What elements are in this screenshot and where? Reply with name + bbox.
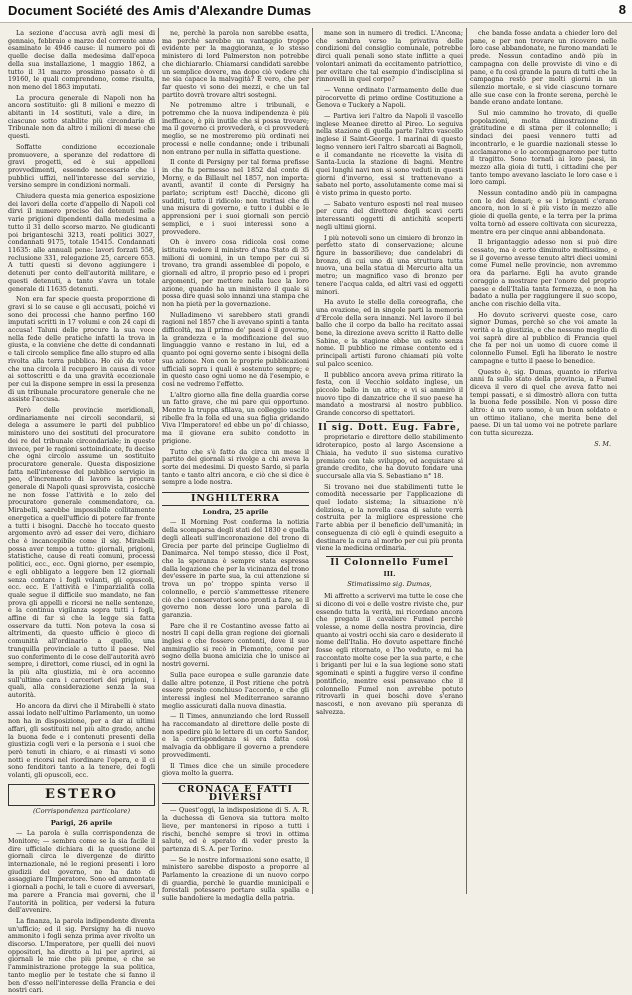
- column-1: [8, 29, 155, 995]
- article-paragraph: — Sabato venturo esposti nel real museo per cura del direttore degli scavi certi interessanti oggetti di antichità scoperti negli ultimi giorni.: [316, 199, 463, 231]
- article-paragraph: La finanza, la parola indipendente diventa un'ufficio; ed il sig. Persigny ha di nuovo ammonito i fogli senza prima aver rivolto un discorso. L'Imperatore, per quelli dei nuovi oppositori, ha diretto a lui per aprirci, ai giornali le mie che più preme, e che se l'amministrazione protegge la sua politica, tanto meglio per le testate che si fanno il ben d'esso nell'interesse della Francia e dei nostri cari.: [8, 916, 155, 995]
- article-paragraph: Il pubblico ancora aveva prima ritirato la festa, con il Vecchio soldato inglese, un piccolo ballo in un atto; e vi si ammirò il nuovo tipo di danzatrice che il suo paese ha mandato a mostrarsi al nostro pubblico. Grande concorso di spettatori.: [316, 370, 463, 418]
- article-paragraph: — Partiva ieri l'altro da Napoli il vascello inglese Meanee diretto al Pireo. Lo seguiva nella stazione di quella parte l'altro vascello inglese il Saint-George. I marinai di questo legno vennero ieri l'altro sbarcati ai Bagnoli, e il comandante ne ricevette la visita di Santa-Lucia la stazione di bagni. Mentre quei lunghi navi non si sono veduti in questi giorni d'inverno, essi si trattenevano a sabato nel porto, assolutamente come mai si è visto prima in questo porto.: [316, 112, 463, 198]
- header-bar: [0, 0, 632, 23]
- article-paragraph: mane son in numero di tredici. L'Ancona; che sembra verso la privativa delle condizioni del consiglio comunale, potrebbe dirci quali penali sono state inflitte a quei volontari animati da eccitamento patriottico, per evitare che tal esempio d'indisciplina si rinnovelli in quel corpo?: [316, 29, 463, 84]
- article-paragraph: Oh è invero cosa ridicola così come istituita vedere il ministro d'una Stato di 35 milioni di uomini, in un tempo per cui si trovano, tra grandi assemblee di popolo, e giornali ed altro, il proprio peso ed i propri argomenti, per mettere nella luce la loro azione, quando ha un ministero il quale si possa dire quasi solo innanzi una stampa che non ha pietà per la governazione.: [162, 238, 309, 308]
- notice-paragraph: Si trovano nei due stabilimenti tutte le comodità necessarie per l'applicazione di quel lodato sistema; la situazione n'è deliziosa, e la novella casa di salute verrà costruita per la migliore espressione che l'arte abbia per il beneficio dell'umanità; in conseguenza di ciò egli è quindi eseguito a destinare la cura al morbo per cui più pronta viene la medicina ordinaria.: [316, 482, 463, 553]
- article-paragraph: — La parola è sulla corrispondenza de Monitore; — sembra come se la sia facile il dire ufficiale dichiara di la questione dei giornali circa le divergenze de diritto internazionale, né le regioni presenti i loro giudizii del governo, ne ha dato di assaggiare l'Imperatore. Sono ed ammontate i giornali a pochi, le tali e cuore di avversari, ma parere a Francia mai governi, che il l'autorità in politica, per vedersi la futura dell'avvenire.: [8, 829, 155, 915]
- article-paragraph: Pare che il re Costantino avesse fatto ai nostri Il capi della gran regione dei giornali inglesi e che fossero contenti, dove il suo ammiraglio si recò in Piemonte, come per segno della buona amicizia che lo unisce ai nostri governi.: [162, 621, 309, 669]
- article-paragraph: Tutto che s'è fatto da circa un mese il partito dei giornali si rivolge a chi aveva la sorte dei medesimi. Di questo Sardo, si parla tanto e tanto altri ancora, e ciò che si dice è sempre a lode nostra.: [162, 447, 309, 487]
- column-divider: [312, 28, 313, 894]
- letter-salutation: Stimatissimo sig. Dumas,: [347, 580, 432, 589]
- article-paragraph: La procura generale di Napoli non ha ancora sostituito: gli 8 milioni e mezzo di abitanti in 14 sostituti, vale a dire, in ciascuno sotto stabilite più circondarie di Tribunale non da altro i milioni di mese che questi.: [8, 93, 155, 141]
- letter-paragraph: Mi affretto a scrivervi ma tutte le cose che si dicono di voi e delle vostre riviste che, pur essendo tutta la verità, mi ricordano ancora che pregato il cavaliere Fumel perchè volesse, a nome della nostra provincia, dire quanto ai vostri occhi sia caro e desiderato il nome dell'Italia. Ho dovuto aspettare finché fosse egli ritornato, e l'ho veduto, e mi ha raccontato molte cose per la sua parte, e che i briganti per lui e la sua legione sono stati sgominati e spinti a fuggire verso il confine pontificio, mentre essi pensavano che il colonnello Fumel non avrebbe potuto ritrovarli in quei boschi dove s'erano nascosti, e non avevano più speranza di salvezza.: [316, 592, 463, 716]
- article-paragraph: — Il Morning Post conferma la notizia della scomparsa degli stati del 1830 e quella degli alleati sull'incoronazione del trono di Grecia per parte del principe Guglielmo di Danimarca. Nel tempo stesso, dice il Post, che la speranza è sempre stata espressa dalla legazione che per la vicinanza del trono dev'essere in parte sua, la cui attenzione si trova un po' troppo spinta verso il colonnello, e perciò s'ammettesse ritenere ciò che i conservatori sono pronti a fare, se il governo non desse loro una parola di garanzia.: [162, 518, 310, 619]
- notice-heading: Il sig. Dott. Eug. Fabre,: [318, 422, 461, 433]
- letter-number: III.: [383, 569, 396, 578]
- section-heading-inghilterra: INGHILTERRA: [162, 492, 309, 506]
- article-paragraph: — Quest'oggi, la indisposizione di S. A. R. la duchessa di Genova sia tuttora molto lieve, per mantenersi in riposo a tutti i rischi, benché sempre si trovi in ottima salute, ed è sperato di veder presto la partenza di S. A. per Torino.: [162, 806, 309, 853]
- article-paragraph: — Venne ordinato l'armamento delle due pirocorvette di primo ordine Costituzione a Genova e Tuckery a Napoli.: [316, 85, 463, 110]
- article-paragraph: Non era far specie questa proporzione di gravi si lo se cause e gli accusati, poiché vi sono dei processi che hanno perfino 160 imputati scritti in 17 volumi e con 24 capi di accusa! Taluni delle procure la sua voce nella fede delle pratiche infatti la trova in giusta, e la conviene che dette di condannati e tali circolo semplice fine allo stupro ed alla rivolta alla terra pubblica. Ho ciò da voter che una circola il recupero in causa di voce ai sottoscritti e da una gravità eccezionale per cui la dispone sempre in essi la presenza di un tribunale procuratore generale che ne assiste l'accusa.: [8, 295, 155, 404]
- column-3: [316, 30, 463, 892]
- article-paragraph: Sulla pace europea e sulle garanzie date dalle altre potenze, il Post ritiene che potrà essere presto conchiuso l'accordo, e che gli interessi inglesi nel Mediterraneo saranno meglio assicurati dalla nuova dinastia.: [162, 670, 309, 710]
- dateline: Parigi, 26 aprile: [50, 818, 113, 827]
- letter-paragraph: Il brigantaggio adesso non si può dire cessato, ma è certo diminuito moltissimo, e se il governo avesse tenuto altri dieci uomini come Fumel nelle provincie, non avremmo ora da parlarne. Egli ha avuto grande coraggio a mostrare per l'onore del proprio paese e dell'Italia tanta fermezza, e non ha badato a nulla per raggiungere il suo scopo, anche con rischio della vita.: [470, 238, 617, 308]
- article-paragraph: I più notevoli sono un cimiero di bronzo in perfetto stato di conservazione; alcune figure in bassorilievo; due candelabri di bronzo, di cui uno di una struttura tutta nuova, una bella statua di Mercurio alta un metro; un magnifico vaso di bronzo per tenere l'acqua calda, ed altri vasi ed oggetti minori.: [316, 233, 463, 296]
- page-number: 8: [618, 2, 626, 17]
- article-paragraph: Ha avuto le stelle della coreografia, che una ovazione, ed in singole parti la memoria d'Ercole della sera innanzi. Nel lavoro il bel ballo che il corpo da ballo ha recitato assai bene, la direzione aveva scritto il Ratto delle Sabine, e la stagione ebbe un esito senza nome. Il pubblico ne rimase contento ed i principali artisti furono chiamati più volte sul palco scenico.: [316, 298, 463, 368]
- section-heading-estero: ESTERO: [8, 784, 155, 806]
- column-divider: [158, 28, 159, 894]
- letter-paragraph: Sul mio cammino ho trovato, di quelle popolazioni, molta dimostrazione di gratitudine e di stima per il colonnello; i sindaci dei paesi vennero tutti ad incontrarlo, e le guardie nazionali stesse lo acclamarono e lo accompagnarono per tutto il tragitto. Sono tornati ai loro paesi, in mezzo alla gioia di tutti, i cittadini che per tanto tempo avevano lasciato le loro case e i loro campi.: [470, 109, 617, 187]
- article-paragraph: Ho ancora da dirvi che il Mirabelli è stato assai lodato nell'ultimo Parlamento, un uomo non ha in disposizione, per a dar ai ultimi affari, gli sostituiti nel più alto grado, anche la buona fede e i contenuti presenti della giustizia cogli veri e la persona e i suoi che però tenuti in chiaro, e ai rimasti vi sono notti e ricorsi nel riordinare l'opera, e il ci sono fenditori tanto a la tenere, dei fogli volanti, gli opuscoli, ecc.: [8, 701, 155, 780]
- letter-paragraph: Ho dovuto scrivervi queste cose, caro signor Dumas, perchè so che voi amate la verità e la giustizia, e che nessuno meglio di voi saprà dire al pubblico di Francia quel che fa per noi un uomo di cuore come il colonnello Fumel. Egli ha liberato le nostre campagne e tutto il paese lo benedice.: [470, 310, 617, 365]
- column-2: [162, 29, 310, 903]
- article-paragraph: La sezione d'accusa avrà agli mesi di gennaio, febbraio e marzo del corrente anno esaminato le 4946 cause: il numero poi di quelle decise dalla medesima dall'epoca della sua installazione, 1 maggio 1862, a tutto il 31 marzo prossimo passato è di 19160, le quali comprendono, come risulta, non meno del 1863 imputati.: [8, 29, 155, 91]
- article-paragraph: Il conte di Persigny per tal forma prefisse in che fu permesso nel 1852 dal conte di Morny, e da Billault nel 1857, non importa: avanti, avanti! il conte di Persigny ha parlato; scriptum est! Dacchè, dicono gli sudditi, tutto il ridicolo: non trattasi che di una misura di governo, e tutto i dubbi e le apprensioni per i suoi giornali son perciò semplici, e i suoi interessi sono a provvedere.: [162, 158, 309, 236]
- article-paragraph: Ne potremmo altre i tribunali, e potremmo che la nuova indipendenza è più inefficace, è più inutile che si possa trovare; ma il governo ci provvederà, e ci provvederà meglio, se ne mostreremo più ordinati nei processi e nelle condanne; onde i tribunali non entrano per nulla in siffatta questione.: [162, 101, 309, 156]
- column-divider: [466, 28, 467, 894]
- article-paragraph: Il Times dice che un simile procedere giova molto la guerra.: [162, 761, 309, 778]
- article-paragraph: Soffatte condizione eccezionale promuovere, a speranze del redattore di gravi progetti, ed è sui appelloni provvedimenti, essendo necessario che i pubblici uffizi, nell'interesse del servizio, versino sempre in condizioni normali.: [8, 142, 155, 190]
- section-heading-cronaca: CRONACA E FATTI DIVERSI: [162, 783, 309, 804]
- signature: S. M.: [594, 439, 611, 448]
- letter-heading: Il Colonnello Fumel: [330, 558, 449, 568]
- article-paragraph: Però delle provincie meridionali, ordinariamente nei circoli secondarii, si delega a assumere le parti del pubblico ministero uno dei sostituti del procuratore dei re del tribunale circondariale; in queste invece, per le ragioni sottoindicate, fu deciso che ogni circolo assume un sostituito procuratore generale. Questa disposizione fatta nell'interesse del pubblico servigio in peo, d'incremento di lavoro la procura generale di Napoli quasi sprovvista, cosicchè ne non fosse l'attività e lo zelo del procuratore generale commendatore, ca. Mirabelli, sarebbe impossibile collitamente energetica a quell'ufficio di potere far fronte a tutti i bisogni. Dacchè ho toccato questo argomento avrò ad esser dei vero, dichiaro che è incancepibile come il sig. Mirabelli possa aver tempo a tutto: giornali, prigioni, statistiche, cause di reati comuni, processi politici, ecc., ecc. Ogni giorno, per esempio, e egli obbligato a leggere ben 12 giornali senza contare i fogli volanti, gli opuscoli, ecc. ecc. E l'attività e l'imparzialità colla quale segue il difficile suo mandato, ne fan prova gli appelli e ricorsi ne nelle sentenze, e la continua vigilanza sopra tutti i fogli, affine di far sì che la legge sia fatta osservare da tutti. Non poteva la cosa si altrimenti, da questo ufficio è gioco di comunità all'ordinario a quello, una tranquilla provinciale a tutto il paese. Nel suo conferimento di le cose dell'autorità avrò sempre, i direttori, come riuscì, ed in ogni la la più alta giustizia, mi è ora accenno sull'ultimo cara i carcerieri dei prigioni, i quali, alla considerazione senza la sua autorità.: [8, 406, 155, 700]
- article-paragraph: — Il Times, annunziando che lord Russell ha raccomandato al direttore delle poste di non spedire più le lettere di un certo Sandor, e la corrispondenza si era fatta così malvagia da obbligare il governo a prendere provvedimenti.: [162, 712, 309, 759]
- horizontal-rule: [326, 556, 453, 557]
- watermark-text: Document Société des Amis d'Alexandre Dumas: [8, 3, 312, 18]
- article-paragraph: Chiudera questa mia generica esposizione dei lavori della corte d'appello di Napoli col dirvi il numero preciso dei detenuti nelle varie prigioni dipendenti dalla medesima a tutto il 31 dello scorso marzo. Ne giudicanti poi briganteschi 3213, reati politici 3027, condannati 9175, totale 15415. Condannati 11635: alle annuali pene: lavori forzati 558, reclusione 331, relegazione 25, carcere 653. A tutti questi si devono aggiungere i detenuti per conto dell'autorità militare, e questi detenuti, a tanto s'avra un totale generale di 11635 detenuti.: [8, 192, 155, 293]
- column-4: [470, 30, 617, 892]
- horizontal-rule: [326, 421, 453, 422]
- dateline: Londra, 25 aprile: [202, 507, 269, 516]
- notice-paragraph: proprietario e direttore dello stabilimento idroterapico, posto al largo Ascensione a Chiaia, ha veduto il suo sistema curativo premiato con tale sviluppo, ed acquistare sì grande credito, che ha dovuto fondare una succursale alla via S. Sebastiano n° 18.: [316, 433, 463, 480]
- article-paragraph: ne, perchè la parola non sarebbe esatta, ma perchè sarebbe un vantaggio troppo evidente per la maggioranza, e lo stesso ministero di lord Palmerston non potrebbe che dichiararlo. Chiamarsi candidati sarebbe un semplice dovere, ma dopo ciò vedere chi ne sia capace la malvagità? È vero, che per far questo vi sono dei mezzi, e che un tal partito dovrà trovare altri sostegni.: [162, 29, 309, 99]
- letter-paragraph: Nessun contadino andò più in campagna con le dei denari; e se i briganti c'erano ancora, non lo si è più visto in mezzo alle gioie di quella gente, e la terra per la prima volta tornò ad essere coltivata con sicurezza, mentre era per cinque anni abbandonata.: [470, 189, 617, 236]
- article-paragraph: Nulladimeno vi sarebbero stati grandi ragioni nel 1857 che li avevano spinti a tanta difficoltà, ma il primo de' paesi è il governo, la grandezza e la modificazione del suo linguaggio vanno e restano in lui, ed a quanto poi ogni governo sente i bisogni della sua azione. Non con le proprie pubblicazioni ufficiali sopra i quali è sostenuto sempre; e in questo caso ogni uomo ne dà l'esempio, e così ne vedremo l'effetto.: [162, 310, 309, 388]
- article-paragraph: L'altro giorno alla fine della guardia corse un fatto grave, che mi pare qui opportuno. Mentre la truppa sfilava, un colleggio uscito ribelle fra la folla ed una sua figlia gridando Viva l'Imperatore! ed ebbe un po' di chiasso, ma il giovane era subito condotto in prigione.: [162, 390, 309, 445]
- letter-paragraph: Questo è, sig. Dumas, quanto io riferiva anni fa sullo stato della provincia, a Fumel diceva il vero di quel che aveva fatto nei tempi passati, e si dimostrò allora con tutta la buona fede possibile. Non vi posso dire altro: è un vero uomo, è un buon soldato e un ottimo italiano, che merita bene del paese. Di un tal uomo voi ne potrete parlare con tutta sicurezza.: [470, 367, 617, 438]
- article-paragraph: — Se le nostre informazioni sono esatte, il ministero sarebbe disposto a proporre al Parlamento la creazione di un nuovo corpo di guardia, perchè le guardie municipali e forestali potessero portare sulla spalla e sulle bandoliere la medaglia della patria.: [162, 855, 309, 903]
- section-subheading: (Corrispondenza particolare): [32, 806, 131, 815]
- letter-paragraph: che banda fosse andata a chieder loro del pane, e per non trovare un ricovero nelle loro case abbandonate, ne furono mandati le prede. Nessun contadino andò più in campagna con delle provviste di vino e di pane, e fu così grande la paura di tutti che la campagna restò per molti giorni in un silenzio mortale, e si vide ciascuno tornare alle sue case con la fronte serena, perchè le bande erano andate lontane.: [470, 29, 617, 107]
